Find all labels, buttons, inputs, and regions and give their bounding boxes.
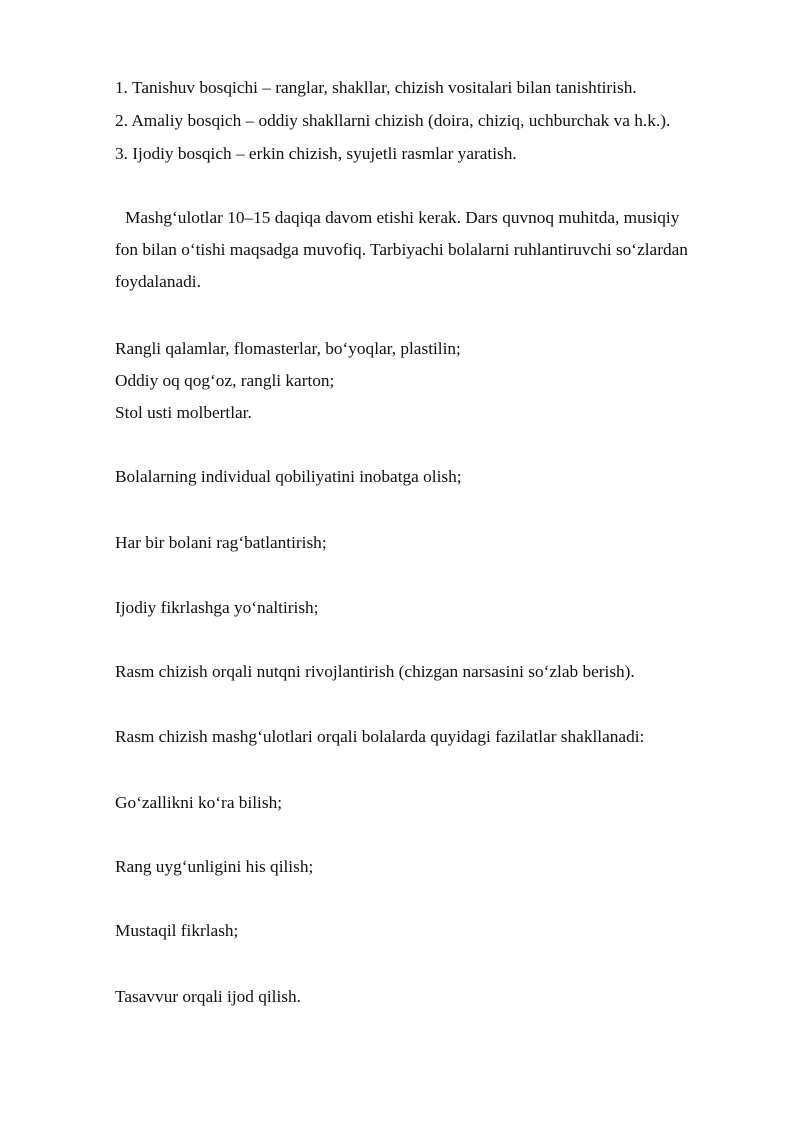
qualities-intro: Rasm chizish mashg‘ulotlari orqali bolalarda quyidagi fazilatlar shakllanadi: [115,727,645,746]
paragraph-line-3: foydalanadi. [115,272,201,291]
stage-item-3: 3. Ijodiy bosqich – erkin chizish, syujetli rasmlar yaratish. [115,144,517,163]
stage-item-1: 1. Tanishuv bosqichi – ranglar, shakllar, chizish vositalari bilan tanishtirish. [115,78,637,97]
material-item-1: Rangli qalamlar, flomasterlar, bo‘yoqlar, plastilin; [115,339,461,358]
quality-item-4: Tasavvur orqali ijod qilish. [115,987,301,1006]
quality-item-1: Go‘zallikni ko‘ra bilish; [115,793,283,812]
principle-item-1: Bolalarning individual qobiliyatini inobatga olish; [115,467,462,486]
principle-item-3: Ijodiy fikrlashga yo‘naltirish; [115,598,319,617]
paragraph-line-1: Mashg‘ulotlar 10–15 daqiqa davom etishi kerak. Dars quvnoq muhitda, musiqiy [125,208,680,227]
principle-item-4: Rasm chizish orqali nutqni rivojlantirish (chizgan narsasini so‘zlab berish). [115,662,635,681]
quality-item-3: Mustaqil fikrlash; [115,921,239,940]
principle-item-2: Har bir bolani rag‘batlantirish; [115,533,327,552]
paragraph-line-2: fon bilan o‘tishi maqsadga muvofiq. Tarbiyachi bolalarni ruhlantiruvchi so‘zlardan [115,240,688,259]
stage-item-2: 2. Amaliy bosqich – oddiy shakllarni chizish (doira, chiziq, uchburchak va h.k.). [115,111,671,130]
material-item-2: Oddiy oq qog‘oz, rangli karton; [115,371,335,390]
quality-item-2: Rang uyg‘unligini his qilish; [115,857,314,876]
material-item-3: Stol usti molbertlar. [115,403,252,422]
